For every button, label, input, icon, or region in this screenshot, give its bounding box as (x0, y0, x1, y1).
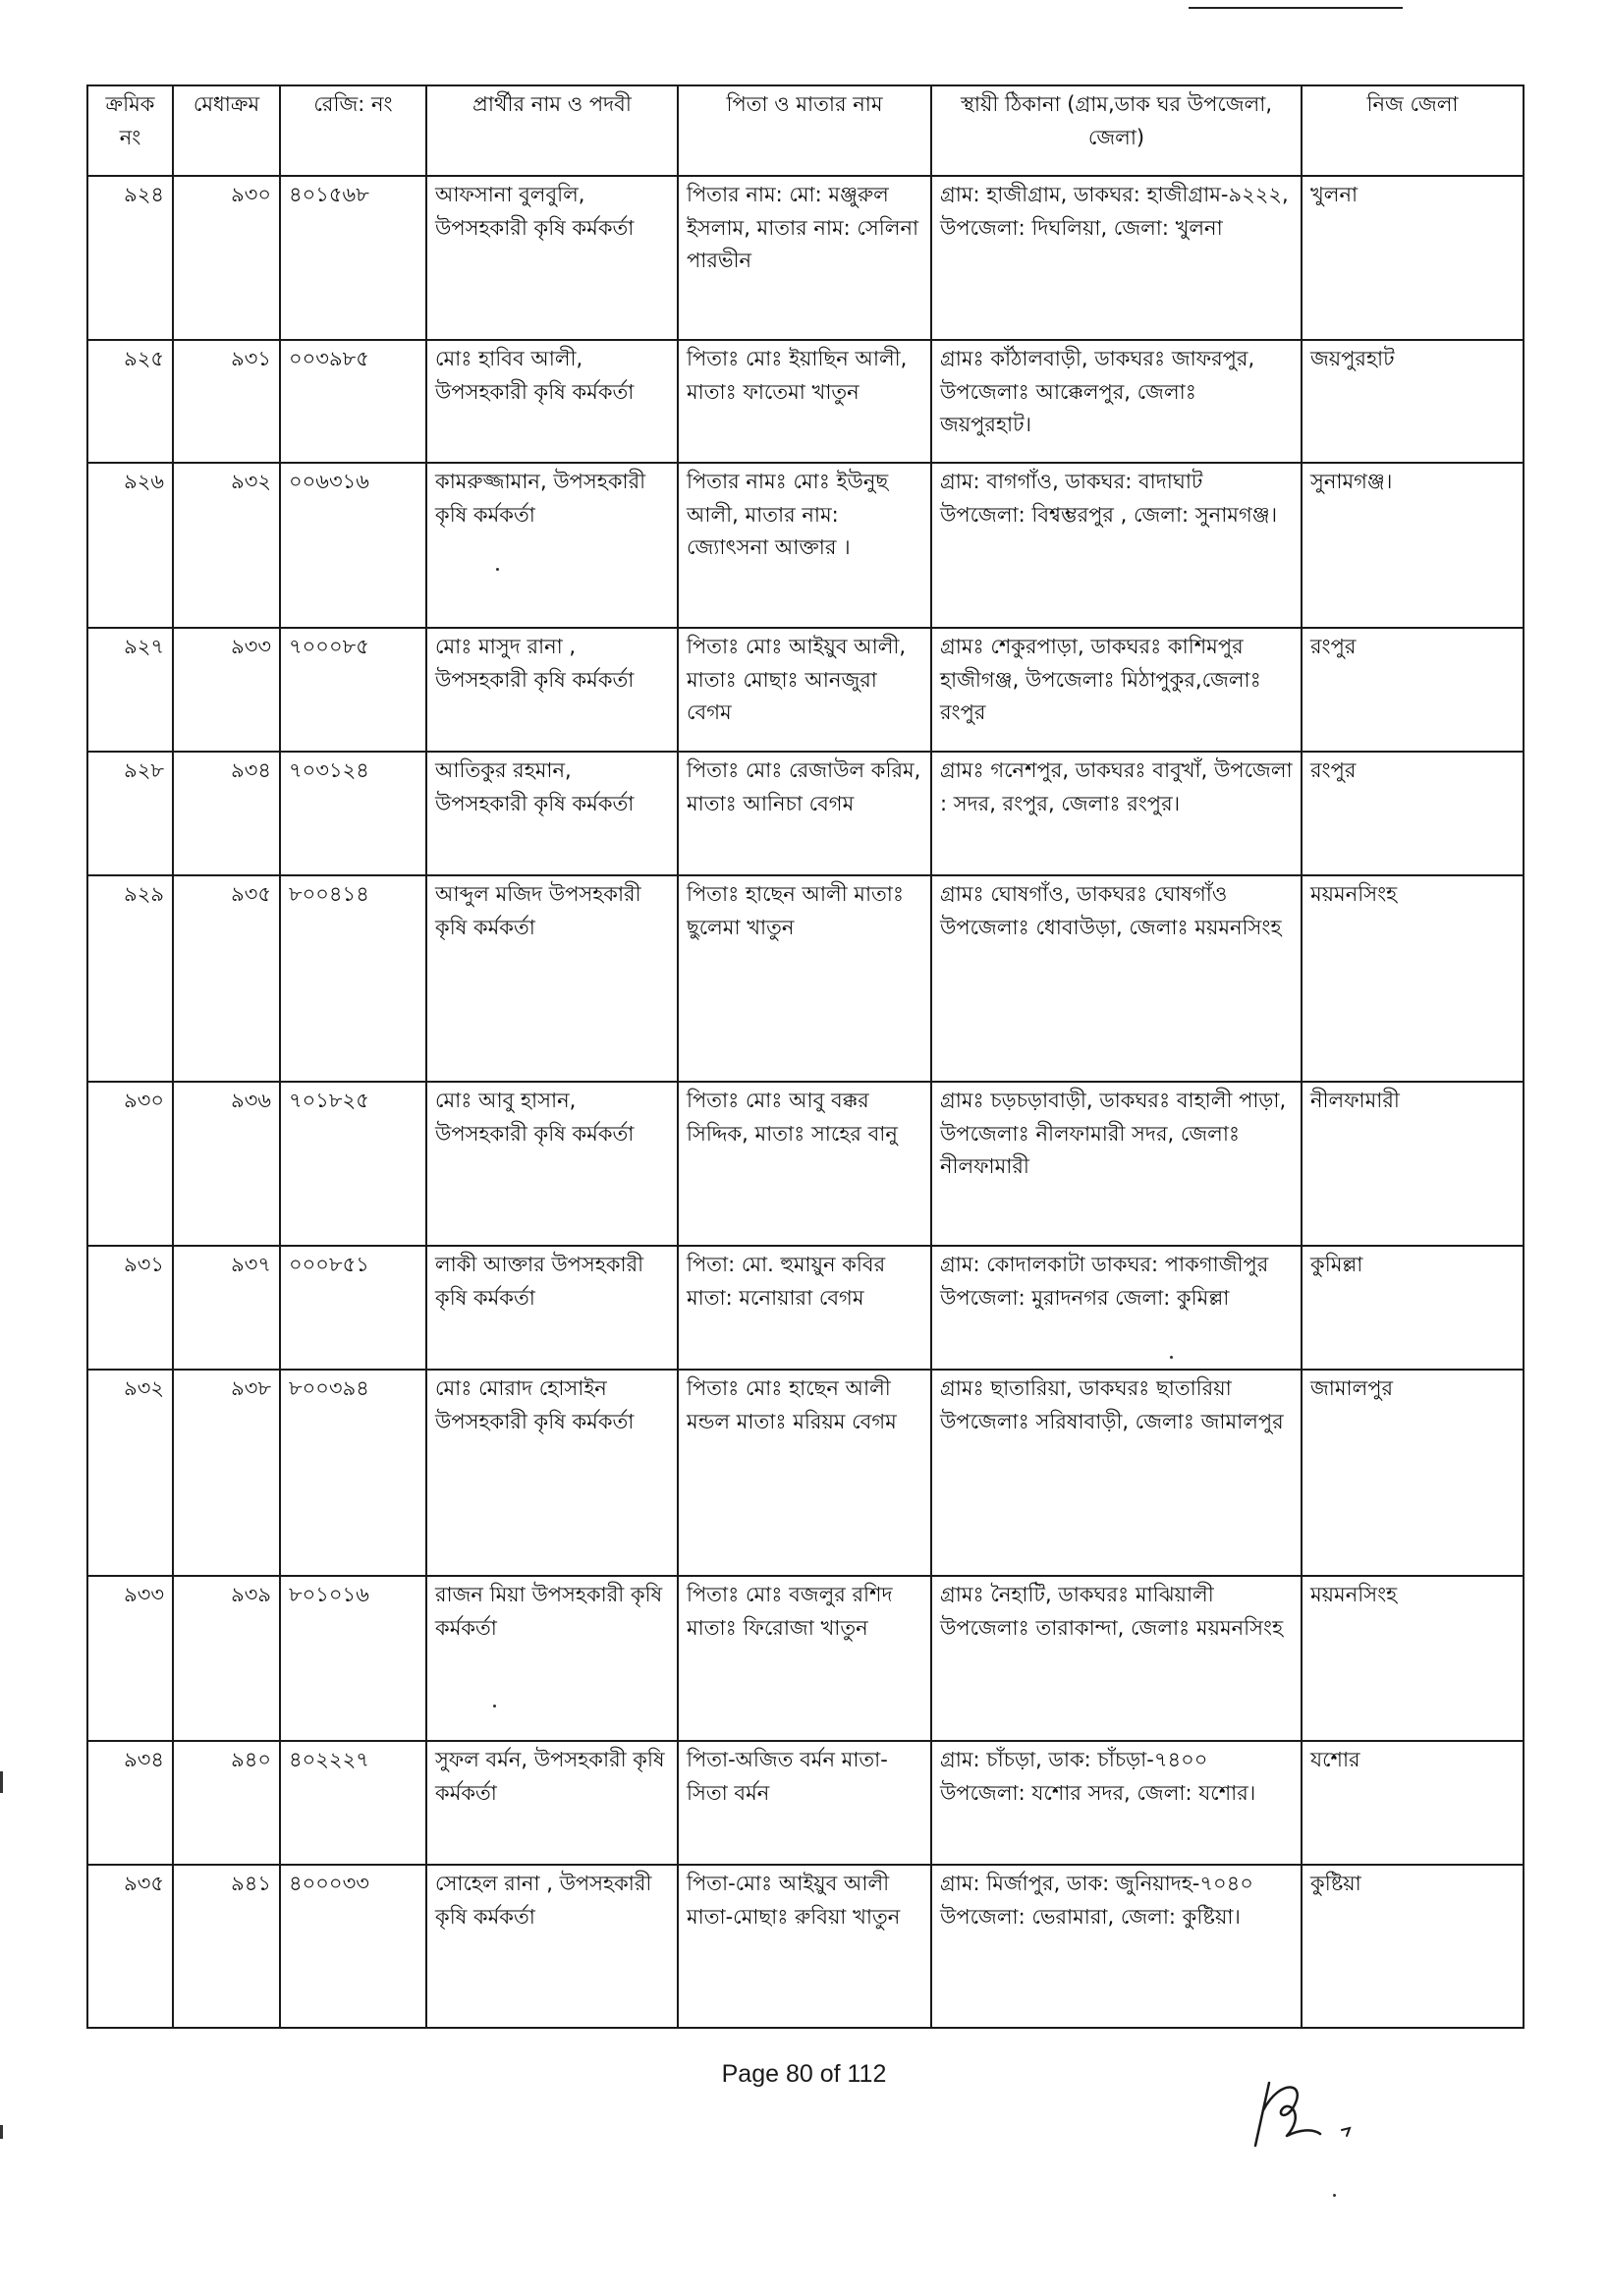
district-cell: জামালপুর (1302, 1370, 1524, 1576)
merit-cell: ৯৩২ (173, 463, 280, 628)
registration-cell: ৮০১০১৬ (280, 1576, 426, 1741)
merit-cell: ৯৩০ (173, 176, 280, 340)
parents-cell: পিতাঃ মোঃ বজলুর রশিদ মাতাঃ ফিরোজা খাতুন (678, 1576, 931, 1741)
registration-cell: ৮০০৩৯৪ (280, 1370, 426, 1576)
parents-cell: পিতাঃ মোঃ রেজাউল করিম, মাতাঃ আনিচা বেগম (678, 752, 931, 875)
serial-cell: ৯৩৫ (87, 1865, 173, 2028)
district-cell: কুষ্টিয়া (1302, 1865, 1524, 2028)
registration-cell: ৪০০০৩৩ (280, 1865, 426, 2028)
name-cell: আব্দুল মজিদ উপসহকারী কৃষি কর্মকর্তা (426, 875, 678, 1082)
name-cell: লাকী আক্তার উপসহকারী কৃষি কর্মকর্তা (426, 1246, 678, 1370)
serial-cell: ৯৩০ (87, 1082, 173, 1246)
parents-cell: পিতার নামঃ মোঃ ইউনুছ আলী, মাতার নাম: জ্যোৎসনা আক্তার । (678, 463, 931, 628)
address-cell: গ্রামঃ শেকুরপাড়া, ডাকঘরঃ কাশিমপুর হাজীগঞ্জ, উপজেলাঃ মিঠাপুকুর,জেলাঃ রংপুর (931, 628, 1302, 752)
registration-cell: ৮০০৪১৪ (280, 875, 426, 1082)
merit-cell: ৯৩৪ (173, 752, 280, 875)
header-home-district: নিজ জেলা (1302, 85, 1524, 176)
address-cell: গ্রাম: বাগগাঁও, ডাকঘর: বাদাঘাট উপজেলা: বিশ্বম্ভরপুর , জেলা: সুনামগঞ্জ। (931, 463, 1302, 628)
name-cell: কামরুজ্জামান, উপসহকারী কৃষি কর্মকর্তা (426, 463, 678, 628)
registration-cell: ০০০৮৫১ (280, 1246, 426, 1370)
parents-cell: পিতার নাম: মো: মঞ্জুরুল ইসলাম, মাতার নাম: সেলিনা পারভীন (678, 176, 931, 340)
header-address: স্থায়ী ঠিকানা (গ্রাম,ডাক ঘর উপজেলা, জেলা) (931, 85, 1302, 176)
district-cell: খুলনা (1302, 176, 1524, 340)
table-row (87, 752, 1524, 875)
merit-cell: ৯৩৯ (173, 1576, 280, 1741)
district-cell: কুমিল্লা (1302, 1246, 1524, 1370)
parents-cell: পিতা-অজিত বর্মন মাতা-সিতা বর্মন (678, 1741, 931, 1865)
registration-cell: ৭০১৮২৫ (280, 1082, 426, 1246)
name-cell: মোঃ মাসুদ রানা , উপসহকারী কৃষি কর্মকর্তা (426, 628, 678, 752)
registration-cell: ৭০৩১২৪ (280, 752, 426, 875)
page-number: Page 80 of 112 (721, 2060, 887, 2088)
serial-cell: ৯৩৩ (87, 1576, 173, 1741)
header-parents: পিতা ও মাতার নাম (678, 85, 931, 176)
name-cell: মোঃ মোরাদ হোসাইন উপসহকারী কৃষি কর্মকর্তা (426, 1370, 678, 1576)
table-row (87, 176, 1524, 340)
table-row (87, 1865, 1524, 2028)
merit-cell: ৯৩৩ (173, 628, 280, 752)
stray-mark (493, 1705, 496, 1708)
name-cell: মোঃ আবু হাসান, উপসহকারী কৃষি কর্মকর্তা (426, 1082, 678, 1246)
serial-cell: ৯৩২ (87, 1370, 173, 1576)
serial-cell: ৯২৭ (87, 628, 173, 752)
table-row (87, 1576, 1524, 1741)
district-cell: যশোর (1302, 1741, 1524, 1865)
header-registration: রেজি: নং (280, 85, 426, 176)
address-cell: গ্রামঃ ছাতারিয়া, ডাকঘরঃ ছাতারিয়া উপজেলাঃ সরিষাবাড়ী, জেলাঃ জামালপুর (931, 1370, 1302, 1576)
district-cell: রংপুর (1302, 752, 1524, 875)
serial-cell: ৯২৬ (87, 463, 173, 628)
district-cell: ময়মনসিংহ (1302, 875, 1524, 1082)
merit-cell: ৯৩৭ (173, 1246, 280, 1370)
address-cell: গ্রাম: কোদালকাটা ডাকঘর: পাকগাজীপুর উপজেলা: মুরাদনগর জেলা: কুমিল্লা (931, 1246, 1302, 1370)
registration-cell: ০০৬৩১৬ (280, 463, 426, 628)
table-row (87, 1246, 1524, 1370)
table-row (87, 463, 1524, 628)
header-name-designation: প্রার্থীর নাম ও পদবী (426, 85, 678, 176)
merit-cell: ৯৪০ (173, 1741, 280, 1865)
merit-cell: ৯৩১ (173, 340, 280, 463)
parents-cell: পিতাঃ মোঃ হাছেন আলী মন্ডল মাতাঃ মরিয়ম বেগম (678, 1370, 931, 1576)
header-serial: ক্রমিক নং (87, 85, 173, 176)
merit-cell: ৯৪১ (173, 1865, 280, 2028)
district-cell: জয়পুরহাট (1302, 340, 1524, 463)
parents-cell: পিতা-মোঃ আইয়ুব আলী মাতা-মোছাঃ রুবিয়া খাতুন (678, 1865, 931, 2028)
district-cell: সুনামগঞ্জ। (1302, 463, 1524, 628)
scan-edge-mark (0, 2125, 3, 2139)
address-cell: গ্রামঃ চড়চড়াবাড়ী, ডাকঘরঃ বাহালী পাড়া, উপজেলাঃ নীলফামারী সদর, জেলাঃ নীলফামারী (931, 1082, 1302, 1246)
district-cell: ময়মনসিংহ (1302, 1576, 1524, 1741)
parents-cell: পিতাঃ মোঃ আইয়ুব আলী, মাতাঃ মোছাঃ আনজুরা বেগম (678, 628, 931, 752)
name-cell: আতিকুর রহমান, উপসহকারী কৃষি কর্মকর্তা (426, 752, 678, 875)
table-row (87, 1370, 1524, 1576)
stray-mark (496, 568, 499, 571)
address-cell: গ্রামঃ গনেশপুর, ডাকঘরঃ বাবুখাঁ, উপজেলা : সদর, রংপুর, জেলাঃ রংপুর। (931, 752, 1302, 875)
district-cell: রংপুর (1302, 628, 1524, 752)
name-cell: সুফল বর্মন, উপসহকারী কৃষি কর্মকর্তা (426, 1741, 678, 1865)
address-cell: গ্রাম: চাঁচড়া, ডাক: চাঁচড়া-৭৪০০ উপজেলা: যশোর সদর, জেলা: যশোর। (931, 1741, 1302, 1865)
name-cell: মোঃ হাবিব আলী, উপসহকারী কৃষি কর্মকর্তা (426, 340, 678, 463)
address-cell: গ্রামঃ কাঁঠালবাড়ী, ডাকঘরঃ জাফরপুর, উপজেলাঃ আক্কেলপুর, জেলাঃ জয়পুরহাট। (931, 340, 1302, 463)
serial-cell: ৯৩৪ (87, 1741, 173, 1865)
parents-cell: পিতাঃ হাছেন আলী মাতাঃ ছুলেমা খাতুন (678, 875, 931, 1082)
serial-cell: ৯২৪ (87, 176, 173, 340)
serial-cell: ৯৩১ (87, 1246, 173, 1370)
name-cell: আফসানা বুলবুলি, উপসহকারী কৃষি কর্মকর্তা (426, 176, 678, 340)
header-merit: মেধাক্রম (173, 85, 280, 176)
parents-cell: পিতাঃ মোঃ আবু বক্কর সিদ্দিক, মাতাঃ সাহের বানু (678, 1082, 931, 1246)
table-row (87, 628, 1524, 752)
handwritten-signature (1248, 2063, 1385, 2152)
parents-cell: পিতা: মো. হুমায়ুন কবির মাতা: মনোয়ারা বেগম (678, 1246, 931, 1370)
candidate-table (86, 84, 1525, 2029)
address-cell: গ্রাম: মির্জাপুর, ডাক: জুনিয়াদহ-৭০৪০ উপজেলা: ভেরামারা, জেলা: কুষ্টিয়া। (931, 1865, 1302, 2028)
table-row (87, 1741, 1524, 1865)
serial-cell: ৯২৮ (87, 752, 173, 875)
district-cell: নীলফামারী (1302, 1082, 1524, 1246)
stray-mark (1170, 1356, 1173, 1359)
address-cell: গ্রামঃ নৈহাটি, ডাকঘরঃ মাঝিয়ালী উপজেলাঃ তারাকান্দা, জেলাঃ ময়মনসিংহ (931, 1576, 1302, 1741)
table-header-row (87, 85, 1524, 176)
registration-cell: ৪০১৫৬৮ (280, 176, 426, 340)
registration-cell: ০০৩৯৮৫ (280, 340, 426, 463)
top-rule (1189, 7, 1403, 9)
scan-edge-mark (0, 1771, 3, 1793)
serial-cell: ৯২৫ (87, 340, 173, 463)
name-cell: রাজন মিয়া উপসহকারী কৃষি কর্মকর্তা (426, 1576, 678, 1741)
name-cell: সোহেল রানা , উপসহকারী কৃষি কর্মকর্তা (426, 1865, 678, 2028)
address-cell: গ্রাম: হাজীগ্রাম, ডাকঘর: হাজীগ্রাম-৯২২২, উপজেলা: দিঘলিয়া, জেলা: খুলনা (931, 176, 1302, 340)
registration-cell: ৪০২২২৭ (280, 1741, 426, 1865)
merit-cell: ৯৩৬ (173, 1082, 280, 1246)
merit-cell: ৯৩৫ (173, 875, 280, 1082)
table-row (87, 875, 1524, 1082)
table-row (87, 340, 1524, 463)
parents-cell: পিতাঃ মোঃ ইয়াছিন আলী, মাতাঃ ফাতেমা খাতুন (678, 340, 931, 463)
address-cell: গ্রামঃ ঘোষগাঁও, ডাকঘরঃ ঘোষগাঁও উপজেলাঃ ধোবাউড়া, জেলাঃ ময়মনসিংহ (931, 875, 1302, 1082)
stray-mark (1333, 2194, 1336, 2197)
table-row (87, 1082, 1524, 1246)
serial-cell: ৯২৯ (87, 875, 173, 1082)
merit-cell: ৯৩৮ (173, 1370, 280, 1576)
registration-cell: ৭০০০৮৫ (280, 628, 426, 752)
